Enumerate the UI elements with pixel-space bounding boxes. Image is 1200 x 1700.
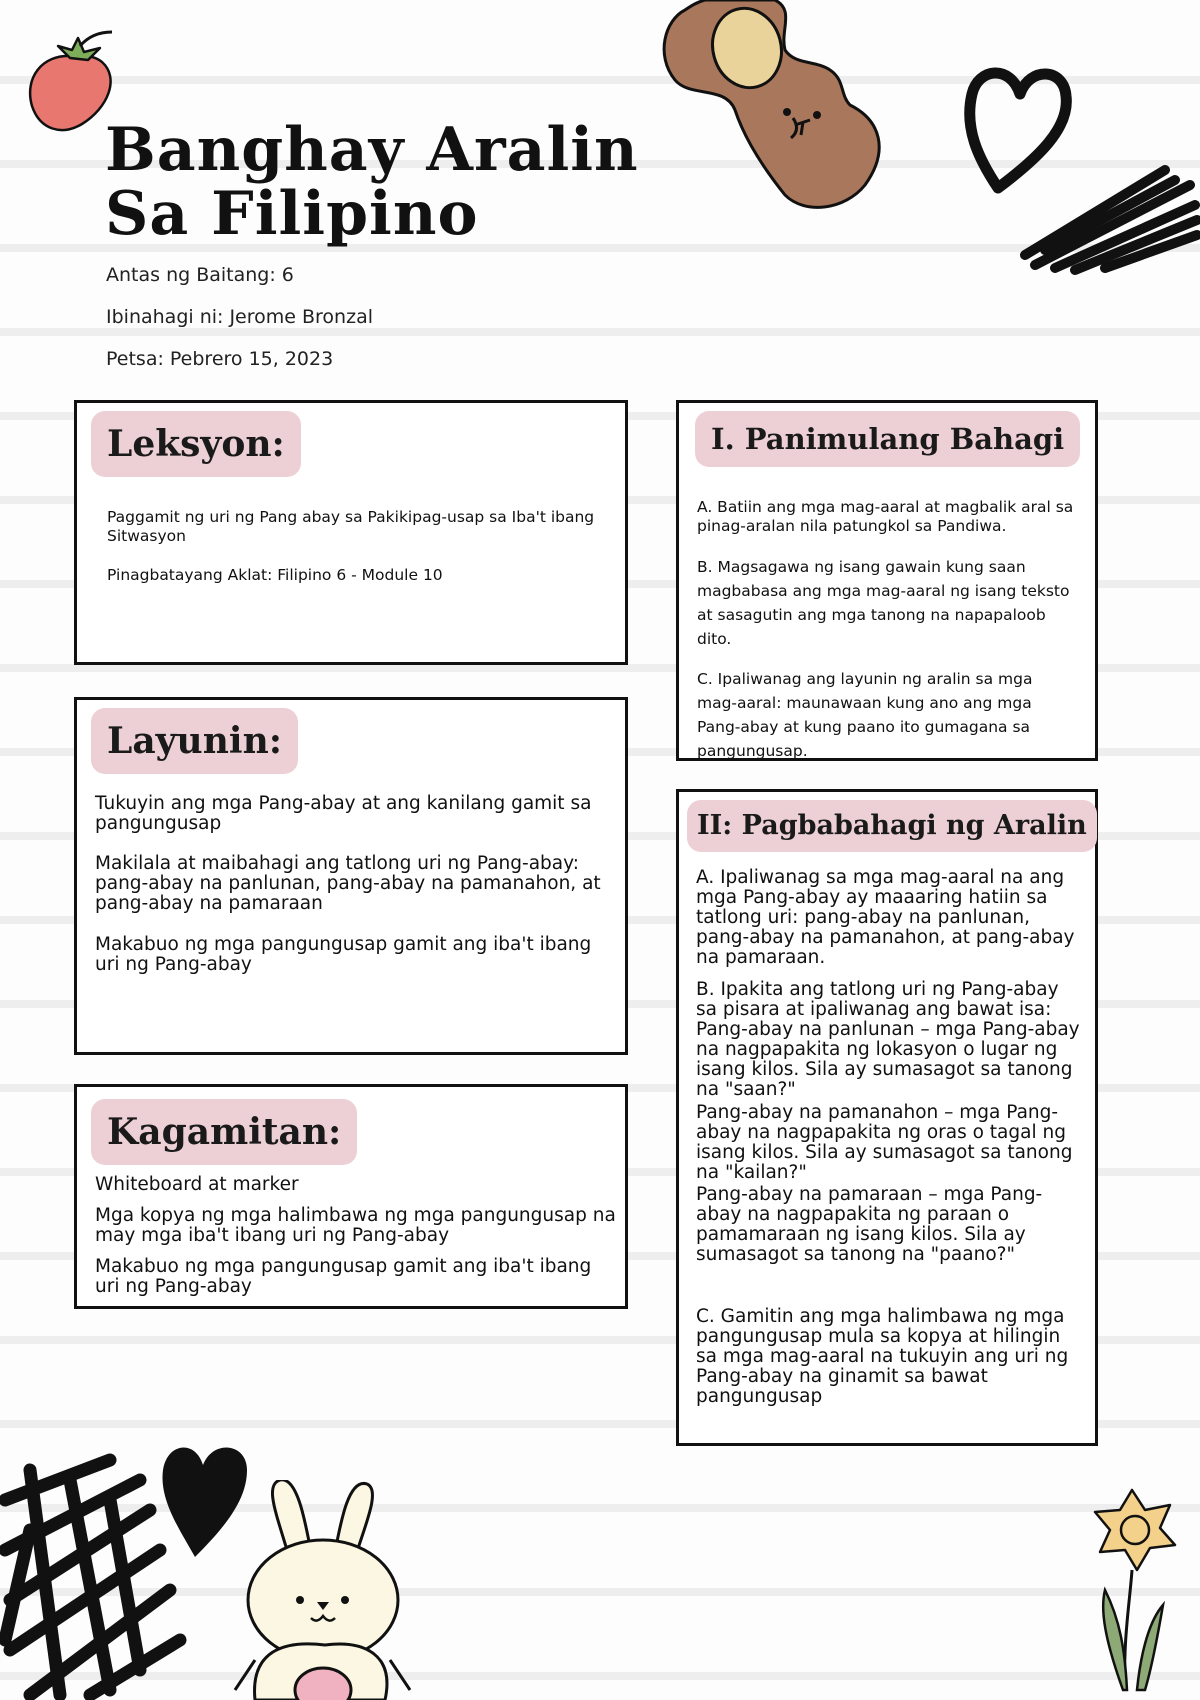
layunin-item: Makabuo ng mga pangungusap gamit ang iba't ibang uri ng Pang-abay [95, 934, 592, 975]
leksyon-reference: Pinagbatayang Aklat: Filipino 6 - Module 10 [107, 566, 443, 584]
pagbabahagi-item-b-panlunan: Pang-abay na panlunan – mga Pang-abay na nagpapakita ng lokasyon o lugar ng isang kilos. Sila ay sumasagot sa tanong na "saan?" [696, 1019, 1080, 1100]
pagbabahagi-item-b-pamaraan: Pang-abay na pamaraan – mga Pang-abay na nagpapakita ng paraan o pamamaraan ng isang kilos. Sila ay sumasagot sa tanong na "paano?" [696, 1184, 1043, 1265]
bear-icon [645, 0, 895, 215]
title-line-1: Banghay Aralin [105, 115, 639, 185]
panimula-item: C. Ipaliwanag ang layunin ng aralin sa mga mag-aaral: maunawaan kung ano ang mga Pang-abay at kung paano ito gumagana sa pangungusap. [697, 670, 1033, 760]
layunin-item: Tukuyin ang mga Pang-abay at ang kanilang gamit sa pangungusap [95, 793, 592, 834]
panimula-item: A. Batiin ang mga mag-aaral at magbalik aral sa pinag-aralan nila patungkol sa Pandiwa. [697, 498, 1074, 535]
pagbabahagi-item-a: A. Ipaliwanag sa mga mag-aaral na ang mga Pang-abay ay maaaring hatiin sa tatlong uri: pang-abay na panlunan, pang-abay na pamanahon, at pang-abay na pamaraan. [696, 867, 1075, 968]
layunin-heading: Layunin: [91, 708, 298, 774]
author-line: Ibinahagi ni: Jerome Bronzal [106, 306, 373, 328]
panimula-heading: I. Panimulang Bahagi [695, 411, 1080, 467]
kagamitan-heading: Kagamitan: [91, 1099, 357, 1165]
bunny-icon [225, 1480, 425, 1700]
pagbabahagi-section [676, 789, 1098, 1446]
date-line: Petsa: Pebrero 15, 2023 [106, 348, 334, 370]
title-line-2: Sa Filipino [105, 179, 479, 249]
pagbabahagi-item-b-pamanahon: Pang-abay na pamanahon – mga Pang-abay na nagpapakita ng oras o tagal ng isang kilos. Sila ay sumasagot sa tanong na "kailan?" [696, 1102, 1073, 1183]
kagamitan-item: Whiteboard at marker [95, 1174, 299, 1195]
leksyon-heading: Leksyon: [91, 411, 301, 477]
kagamitan-item: Makabuo ng mga pangungusap gamit ang iba't ibang uri ng Pang-abay [95, 1256, 592, 1297]
kagamitan-item: Mga kopya ng mga halimbawa ng mga pangungusap na may mga iba't ibang uri ng Pang-abay [95, 1205, 616, 1246]
page-title [105, 115, 639, 249]
panimula-item: B. Magsagawa ng isang gawain kung saan magbabasa ang mga mag-aaral ng isang teksto at sasagutin ang mga tanong na napapaloob dito. [697, 558, 1070, 648]
leksyon-section [74, 400, 628, 665]
leksyon-text: Paggamit ng uri ng Pang abay sa Pakikipag-usap sa Iba't ibang Sitwasyon [107, 508, 595, 545]
layunin-item: Makilala at maibahagi ang tatlong uri ng Pang-abay: pang-abay na panlunan, pang-abay na pamanahon, at pang-abay na pamaraan [95, 853, 601, 914]
panimula-section [676, 400, 1098, 761]
pagbabahagi-heading: II: Pagbabahagi ng Aralin [687, 800, 1097, 852]
pagbabahagi-item-c: C. Gamitin ang mga halimbawa ng mga pangungusap mula sa kopya at hilingin sa mga mag-aaral na tukuyin ang uri ng Pang-abay na ginamit sa bawat pangungusap [696, 1306, 1069, 1407]
grade-level: Antas ng Baitang: 6 [106, 264, 294, 286]
scribble-icon [1015, 160, 1200, 280]
kagamitan-section [74, 1084, 628, 1309]
layunin-section [74, 697, 628, 1055]
pagbabahagi-item-b: B. Ipakita ang tatlong uri ng Pang-abay sa pisara at ipaliwanag ang bawat isa: [696, 979, 1059, 1020]
flower-icon [1075, 1480, 1200, 1700]
